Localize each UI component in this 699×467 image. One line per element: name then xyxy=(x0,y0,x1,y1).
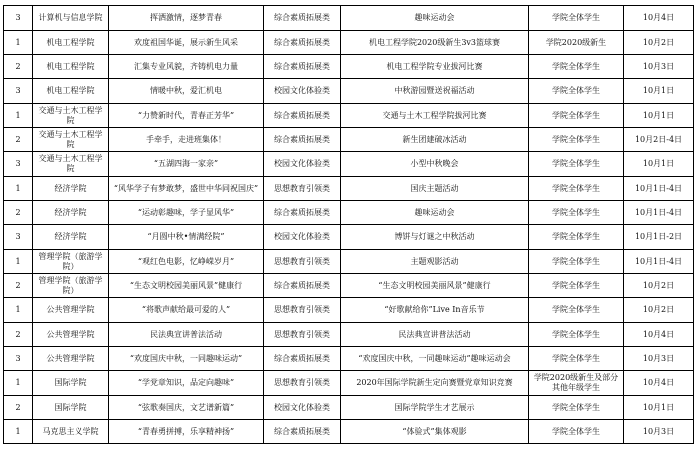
table-row xyxy=(4,152,694,177)
table-body xyxy=(4,6,694,444)
category-cell: 思想教育引领类 xyxy=(264,298,341,323)
college-cell: 公共管理学院 xyxy=(33,347,109,371)
date-cell: 10月1日-2日 xyxy=(624,225,694,250)
date-cell: 10月1日 xyxy=(624,104,694,128)
theme-cell: “力赞新时代，青春正芳华” xyxy=(109,104,264,128)
date-cell: 10月4日 xyxy=(624,371,694,396)
activity-cell: 2020年国际学院新生定向赛暨党章知识竞赛 xyxy=(341,371,529,396)
college-cell: 交通与土木工程学院 xyxy=(33,104,109,128)
college-cell: 交通与土木工程学院 xyxy=(33,152,109,177)
category-cell: 综合素质拓展类 xyxy=(264,128,341,152)
theme-cell: 手牵手，走进班集体！ xyxy=(109,128,264,152)
table-row xyxy=(4,371,694,396)
activity-cell: “好歌献给你”Live In音乐节 xyxy=(341,298,529,323)
college-cell: 计算机与信息学院 xyxy=(33,6,109,31)
row-number: 2 xyxy=(4,323,33,347)
college-cell: 公共管理学院 xyxy=(33,298,109,323)
audience-cell: 学院全体学生 xyxy=(529,6,624,31)
activity-cell: “生态文明校园美丽风景”健康行 xyxy=(341,274,529,298)
college-cell: 经济学院 xyxy=(33,177,109,201)
college-cell: 公共管理学院 xyxy=(33,323,109,347)
date-cell: 10月2日 xyxy=(624,298,694,323)
category-cell: 综合素质拓展类 xyxy=(264,104,341,128)
theme-cell: “将歌声献给最可爱的人” xyxy=(109,298,264,323)
activity-cell: 新生团建破冰活动 xyxy=(341,128,529,152)
date-cell: 10月2日 xyxy=(624,31,694,55)
theme-cell: 汇集专业风貌，齐铸机电力量 xyxy=(109,55,264,79)
theme-cell: 挥洒激情，逐梦青春 xyxy=(109,6,264,31)
activity-table xyxy=(3,5,694,444)
category-cell: 思想教育引领类 xyxy=(264,177,341,201)
row-number: 1 xyxy=(4,177,33,201)
table-row xyxy=(4,274,694,298)
audience-cell: 学院全体学生 xyxy=(529,323,624,347)
audience-cell: 学院全体学生 xyxy=(529,104,624,128)
theme-cell: “学党章知识，品定向趣味” xyxy=(109,371,264,396)
row-number: 1 xyxy=(4,420,33,444)
activity-cell: 机电工程学院2020级新生3v3篮球赛 xyxy=(341,31,529,55)
audience-cell: 学院2020级新生 xyxy=(529,31,624,55)
table-row xyxy=(4,396,694,420)
activity-cell: “体验式”集体观影 xyxy=(341,420,529,444)
audience-cell: 学院全体学生 xyxy=(529,201,624,225)
activity-cell: 机电工程学院专业拔河比赛 xyxy=(341,55,529,79)
audience-cell: 学院全体学生 xyxy=(529,177,624,201)
audience-cell: 学院全体学生 xyxy=(529,396,624,420)
theme-cell: “运动彰趣味，学子显风华” xyxy=(109,201,264,225)
row-number: 2 xyxy=(4,201,33,225)
audience-cell: 学院全体学生 xyxy=(529,225,624,250)
audience-cell: 学院全体学生 xyxy=(529,420,624,444)
activity-cell: 国际学院学生才艺展示 xyxy=(341,396,529,420)
theme-cell: “观红色电影，忆峥嵘岁月” xyxy=(109,250,264,274)
date-cell: 10月1日 xyxy=(624,152,694,177)
theme-cell: “欢度国庆中秋，一同趣味运动” xyxy=(109,347,264,371)
table-row xyxy=(4,104,694,128)
row-number: 3 xyxy=(4,6,33,31)
date-cell: 10月1日-4日 xyxy=(624,177,694,201)
category-cell: 思想教育引领类 xyxy=(264,323,341,347)
table-row xyxy=(4,128,694,152)
row-number: 3 xyxy=(4,152,33,177)
college-cell: 国际学院 xyxy=(33,396,109,420)
table-row xyxy=(4,225,694,250)
audience-cell: 学院全体学生 xyxy=(529,347,624,371)
date-cell: 10月1日 xyxy=(624,79,694,104)
date-cell: 10月4日 xyxy=(624,323,694,347)
row-number: 2 xyxy=(4,274,33,298)
category-cell: 校园文化体验类 xyxy=(264,396,341,420)
row-number: 1 xyxy=(4,104,33,128)
category-cell: 综合素质拓展类 xyxy=(264,274,341,298)
college-cell: 机电工程学院 xyxy=(33,31,109,55)
date-cell: 10月1日-4日 xyxy=(624,250,694,274)
audience-cell: 学院全体学生 xyxy=(529,79,624,104)
category-cell: 校园文化体验类 xyxy=(264,79,341,104)
date-cell: 10月2日-4日 xyxy=(624,128,694,152)
theme-cell: “生态文明校园美丽风景”健康行 xyxy=(109,274,264,298)
activity-cell: 民法典宣讲普法活动 xyxy=(341,323,529,347)
activity-cell: 交通与土木工程学院拔河比赛 xyxy=(341,104,529,128)
activity-cell: 趣味运动会 xyxy=(341,6,529,31)
table-row xyxy=(4,79,694,104)
category-cell: 综合素质拓展类 xyxy=(264,347,341,371)
date-cell: 10月3日 xyxy=(624,347,694,371)
college-cell: 管理学院（旅游学院） xyxy=(33,274,109,298)
category-cell: 综合素质拓展类 xyxy=(264,55,341,79)
row-number: 3 xyxy=(4,347,33,371)
category-cell: 校园文化体验类 xyxy=(264,152,341,177)
activity-cell: 趣味运动会 xyxy=(341,201,529,225)
table-row xyxy=(4,298,694,323)
theme-cell: 情暖中秋，爱汇机电 xyxy=(109,79,264,104)
table-row xyxy=(4,420,694,444)
college-cell: 经济学院 xyxy=(33,225,109,250)
row-number: 3 xyxy=(4,225,33,250)
theme-cell: 民法典宣讲普法活动 xyxy=(109,323,264,347)
college-cell: 经济学院 xyxy=(33,201,109,225)
date-cell: 10月3日 xyxy=(624,55,694,79)
college-cell: 交通与土木工程学院 xyxy=(33,128,109,152)
activity-cell: 小型中秋晚会 xyxy=(341,152,529,177)
theme-cell: “弦歌奏国庆，文艺谱新篇” xyxy=(109,396,264,420)
category-cell: 综合素质拓展类 xyxy=(264,6,341,31)
date-cell: 10月1日 xyxy=(624,396,694,420)
category-cell: 校园文化体验类 xyxy=(264,225,341,250)
theme-cell: “月圆中秋•情满经院” xyxy=(109,225,264,250)
audience-cell: 学院全体学生 xyxy=(529,274,624,298)
row-number: 2 xyxy=(4,128,33,152)
college-cell: 马克思主义学院 xyxy=(33,420,109,444)
table-row xyxy=(4,31,694,55)
date-cell: 10月3日 xyxy=(624,420,694,444)
theme-cell: “风华学子有梦敢梦，盛世中华同祝国庆” xyxy=(109,177,264,201)
category-cell: 综合素质拓展类 xyxy=(264,420,341,444)
college-cell: 机电工程学院 xyxy=(33,79,109,104)
table-row xyxy=(4,250,694,274)
date-cell: 10月4日 xyxy=(624,6,694,31)
audience-cell: 学院全体学生 xyxy=(529,250,624,274)
audience-cell: 学院全体学生 xyxy=(529,128,624,152)
row-number: 2 xyxy=(4,55,33,79)
audience-cell: 学院全体学生 xyxy=(529,152,624,177)
row-number: 1 xyxy=(4,31,33,55)
row-number: 1 xyxy=(4,298,33,323)
theme-cell: “五湖四海一家亲” xyxy=(109,152,264,177)
category-cell: 综合素质拓展类 xyxy=(264,201,341,225)
table-row xyxy=(4,323,694,347)
category-cell: 思想教育引领类 xyxy=(264,250,341,274)
category-cell: 综合素质拓展类 xyxy=(264,31,341,55)
date-cell: 10月1日-4日 xyxy=(624,201,694,225)
table-row xyxy=(4,6,694,31)
activity-cell: 主题观影活动 xyxy=(341,250,529,274)
category-cell: 思想教育引领类 xyxy=(264,371,341,396)
college-cell: 国际学院 xyxy=(33,371,109,396)
table-row xyxy=(4,201,694,225)
theme-cell: “青春勇拼搏，乐享精神扬” xyxy=(109,420,264,444)
table-row xyxy=(4,177,694,201)
table-row xyxy=(4,347,694,371)
audience-cell: 学院2020级新生及部分其他年级学生 xyxy=(529,371,624,396)
row-number: 1 xyxy=(4,371,33,396)
row-number: 1 xyxy=(4,250,33,274)
theme-cell: 欢度祖国华诞，展示新生风采 xyxy=(109,31,264,55)
audience-cell: 学院全体学生 xyxy=(529,55,624,79)
activity-cell: 中秋游园暨送祝福活动 xyxy=(341,79,529,104)
activity-cell: 博饼与灯谜之中秋活动 xyxy=(341,225,529,250)
activity-cell: “欢度国庆中秋，一同趣味运动”趣味运动会 xyxy=(341,347,529,371)
date-cell: 10月2日 xyxy=(624,274,694,298)
row-number: 3 xyxy=(4,79,33,104)
row-number: 2 xyxy=(4,396,33,420)
audience-cell: 学院全体学生 xyxy=(529,298,624,323)
college-cell: 管理学院（旅游学院） xyxy=(33,250,109,274)
table-row xyxy=(4,55,694,79)
college-cell: 机电工程学院 xyxy=(33,55,109,79)
activity-cell: 国庆主题活动 xyxy=(341,177,529,201)
